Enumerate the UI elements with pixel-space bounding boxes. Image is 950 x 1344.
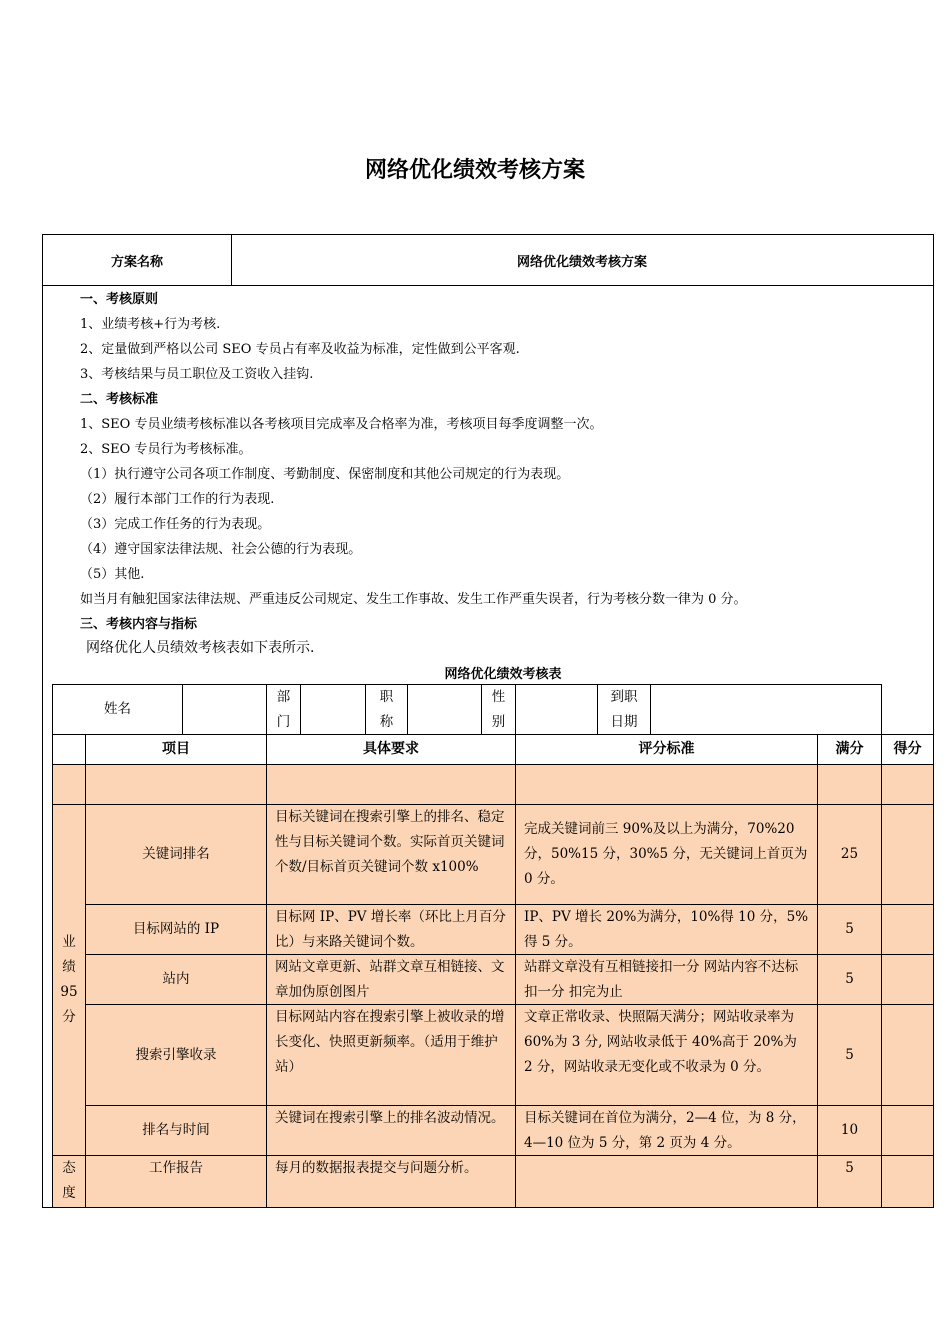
body-line: （5）其他.: [80, 567, 145, 582]
row-score: [881, 904, 934, 955]
plan-name-label: 方案名称: [43, 235, 232, 285]
info-gender-value: [515, 684, 598, 735]
row-standard: IP、PV 增长 20%为满分，10%得 10 分，5%得 5 分。: [515, 904, 818, 955]
col-score: 得分: [881, 734, 934, 765]
row-requirement: 目标网 IP、PV 增长率（环比上月百分比）与来路关键词个数。: [266, 904, 516, 955]
row-requirement: 关键词在搜索引擎上的排名波动情况。: [266, 1105, 516, 1156]
table-cell: [881, 764, 934, 805]
body-line: （3）完成工作任务的行为表现。: [80, 517, 271, 532]
info-date-value: [650, 684, 882, 735]
info-dept-value: [300, 684, 366, 735]
row-requirement: 网站文章更新、站群文章互相链接、文章加伪原创图片: [266, 954, 516, 1005]
row-max: 5: [817, 1155, 882, 1208]
row-max: 5: [817, 954, 882, 1005]
table-title: 网络优化绩效考核表: [444, 667, 562, 682]
document-title: 网络优化绩效考核方案: [364, 158, 585, 183]
row-score: [881, 1105, 934, 1156]
row-standard: 文章正常收录、快照隔天满分；网站收录率为 60%为 3 分, 网站收录低于 40%高于 20%为 2 分，网站收录无变化或不收录为 0 分。: [515, 1004, 818, 1106]
body-line: 3、考核结果与员工职位及工资收入挂钩.: [80, 367, 314, 382]
section-heading-3: 三、考核内容与指标: [80, 617, 198, 632]
row-max: 5: [817, 1004, 882, 1106]
col-item: 项目: [85, 734, 267, 765]
row-score: [881, 1004, 934, 1106]
col-requirement: 具体要求: [266, 734, 516, 765]
plan-name-value: 网络优化绩效考核方案: [516, 254, 647, 270]
info-name-label: 姓名: [52, 684, 183, 735]
row-requirement: 目标关键词在搜索引擎上的排名、稳定性与目标关键词个数。实际首页关键词个数/目标首页关键词个数 x100%: [266, 804, 516, 905]
row-max: 5: [817, 904, 882, 955]
section-heading-2: 二、考核标准: [80, 392, 159, 407]
row-requirement: 每月的数据报表提交与问题分析。: [266, 1155, 516, 1208]
group-performance-label: 业绩95分: [60, 934, 78, 1025]
row-max: 25: [817, 804, 882, 905]
row-score: [881, 954, 934, 1005]
body-line: 2、SEO 专员行为考核标准。: [80, 442, 252, 457]
row-item: 排名与时间: [85, 1105, 267, 1156]
info-date-label: 到职日期: [597, 684, 651, 735]
plan-header-row: [43, 235, 933, 286]
row-item: 工作报告: [85, 1155, 267, 1208]
info-dept-label: 部门: [266, 684, 301, 735]
row-item: 站内: [85, 954, 267, 1005]
section-heading-1: 一、考核原则: [80, 292, 159, 307]
table-cell: [515, 764, 818, 805]
body-line: 网络优化人员绩效考核表如下表所示.: [86, 640, 315, 656]
row-standard: 完成关键词前三 90%及以上为满分，70%20 分，50%15 分，30%5 分，无关键词上首页为 0 分。: [515, 804, 818, 905]
row-score: [881, 1155, 934, 1208]
info-gender-label: 性别: [481, 684, 516, 735]
row-standard: [515, 1155, 818, 1208]
row-standard: 目标关键词在首位为满分，2—4 位，为 8 分，4—10 位为 5 分，第 2 页为 4 分。: [515, 1105, 818, 1156]
col-max: 满分: [817, 734, 882, 765]
table-cell: [52, 764, 86, 805]
header-blank: [52, 734, 86, 765]
row-item: 关键词排名: [85, 804, 267, 905]
row-item: 目标网站的 IP: [85, 904, 267, 955]
group-attitude-label: 态度: [62, 1160, 76, 1201]
body-line: 1、SEO 专员业绩考核标准以各考核项目完成率及合格率为准，考核项目每季度调整一次。: [80, 417, 603, 432]
col-standard: 评分标准: [515, 734, 818, 765]
row-score: [881, 804, 934, 905]
body-line: （4）遵守国家法律法规、社会公德的行为表现。: [80, 542, 362, 557]
body-line: 如当月有触犯国家法律法规、严重违反公司规定、发生工作事故、发生工作严重失误者，行为考核分数一律为 0 分。: [80, 592, 747, 607]
row-standard: 站群文章没有互相链接扣一分 网站内容不达标扣一分 扣完为止: [515, 954, 818, 1005]
body-line: （2）履行本部门工作的行为表现.: [80, 492, 275, 507]
info-title-value: [407, 684, 482, 735]
table-cell: [266, 764, 516, 805]
group-performance: [52, 804, 86, 1156]
info-title-label: 职称: [365, 684, 408, 735]
table-cell: [85, 764, 267, 805]
body-line: 1、业绩考核+行为考核.: [80, 317, 221, 332]
row-item: 搜索引擎收录: [85, 1004, 267, 1106]
group-attitude: [52, 1155, 86, 1208]
body-line: 2、定量做到严格以公司 SEO 专员占有率及收益为标准，定性做到公平客观.: [80, 342, 520, 357]
body-line: （1）执行遵守公司各项工作制度、考勤制度、保密制度和其他公司规定的行为表现。: [80, 467, 570, 482]
info-name-value: [182, 684, 267, 735]
row-max: 10: [817, 1105, 882, 1156]
row-requirement: 目标网站内容在搜索引擎上被收录的增长变化、快照更新频率。（适用于维护站）: [266, 1004, 516, 1106]
table-cell: [817, 764, 882, 805]
